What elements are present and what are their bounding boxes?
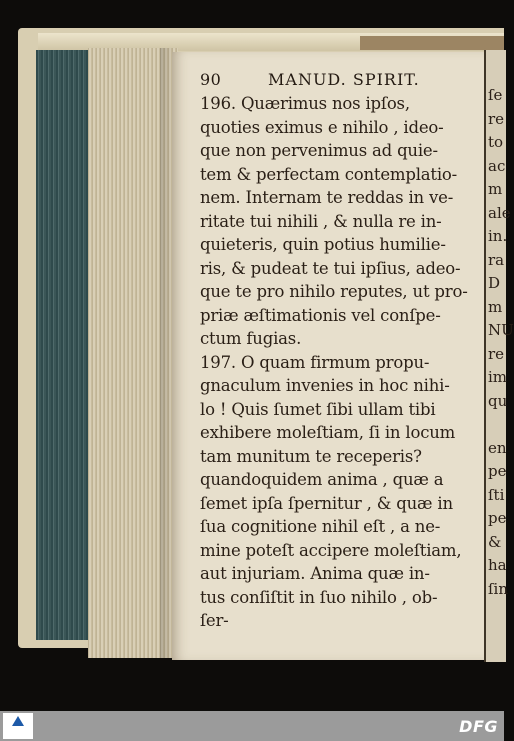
facing-page-fragment: &	[488, 532, 502, 551]
text-line: gnaculum invenies in hoc nihi-	[200, 376, 450, 395]
facing-page-fragment: re	[488, 344, 505, 363]
facing-page-fragment: D	[488, 274, 501, 292]
dfg-logo: DFG	[459, 717, 498, 736]
facing-page-fragment: pe	[488, 509, 507, 527]
page-body-text	[200, 92, 480, 633]
facing-page-fragment: ale	[488, 203, 511, 222]
text-line: ctum fugias.	[200, 329, 302, 348]
facing-page-fragment: qu	[488, 391, 508, 410]
text-line: tem & perfectam contemplatio-	[200, 164, 458, 184]
facing-page-fragment: ſe	[488, 86, 503, 104]
facing-page-fragment: ſin	[488, 579, 509, 598]
text-line: ſua cognitione nihil eſt , a ne-	[200, 517, 441, 536]
text-line: exhibere moleſtiam, ſi in locum	[200, 423, 456, 442]
facing-page-fragment	[488, 413, 504, 437]
facing-page-fragment: en	[488, 438, 507, 457]
facing-page-fragment: re	[488, 109, 505, 128]
text-line: nem. Internam te reddas in ve-	[200, 188, 454, 207]
viewer-footer-bar	[0, 711, 504, 741]
text-line: quandoquidem anima , quæ a	[200, 470, 444, 489]
facing-page-fragment: ſti	[488, 485, 505, 504]
running-head: MANUD. SPIRIT.	[268, 70, 420, 89]
facing-page-fragment: im	[488, 368, 508, 386]
text-line: tam munitum te receperis?	[200, 446, 422, 466]
logo-mark-icon	[12, 716, 24, 726]
facing-page-fragment: to	[488, 133, 504, 151]
text-line: quoties eximus e nihilo , ideo-	[200, 117, 444, 137]
text-line: ritate tui nihili , & nulla re in-	[200, 211, 442, 231]
text-line: ris, & pudeat te tui ipſius, adeo-	[200, 258, 461, 278]
facing-page-fragment: ac	[488, 156, 506, 175]
text-line: 196. Quærimus nos ipſos,	[200, 94, 410, 113]
text-line: lo ! Quis ſumet ſibi ullam tibi	[200, 399, 436, 419]
facing-page-text	[488, 84, 514, 601]
facing-page-fragment: NU	[488, 321, 514, 339]
facing-page-fragment: pe	[488, 462, 507, 480]
text-line: ſer-	[200, 611, 229, 630]
text-line: aut injuriam. Anima quæ in-	[200, 564, 430, 583]
text-line: 197. O quam firmum propu-	[200, 352, 430, 372]
institution-logo	[3, 713, 33, 739]
facing-page-fragment: ha	[488, 556, 507, 574]
spine-top	[360, 36, 504, 50]
facing-page-fragment: m	[488, 180, 503, 198]
text-line: que te pro nihilo reputes, ut pro-	[200, 282, 468, 301]
page-number: 90	[200, 70, 222, 89]
text-line: priæ æſtimationis vel conſpe-	[200, 305, 441, 325]
text-line: quieteris, quin potius humilie-	[200, 235, 446, 254]
facing-page-fragment: ra	[488, 250, 505, 269]
facing-page-fragment: in.	[488, 227, 508, 245]
text-line: tus conſiſtit in ſuo nihilo , ob-	[200, 587, 438, 607]
text-line: ſemet ipſa ſpernitur , & quæ in	[200, 493, 453, 513]
facing-page-fragment: m	[488, 297, 503, 316]
text-line: que non pervenimus ad quie-	[200, 141, 438, 160]
colored-fore-edge	[36, 50, 88, 640]
text-line: mine poteſt accipere moleſtiam,	[200, 540, 462, 560]
